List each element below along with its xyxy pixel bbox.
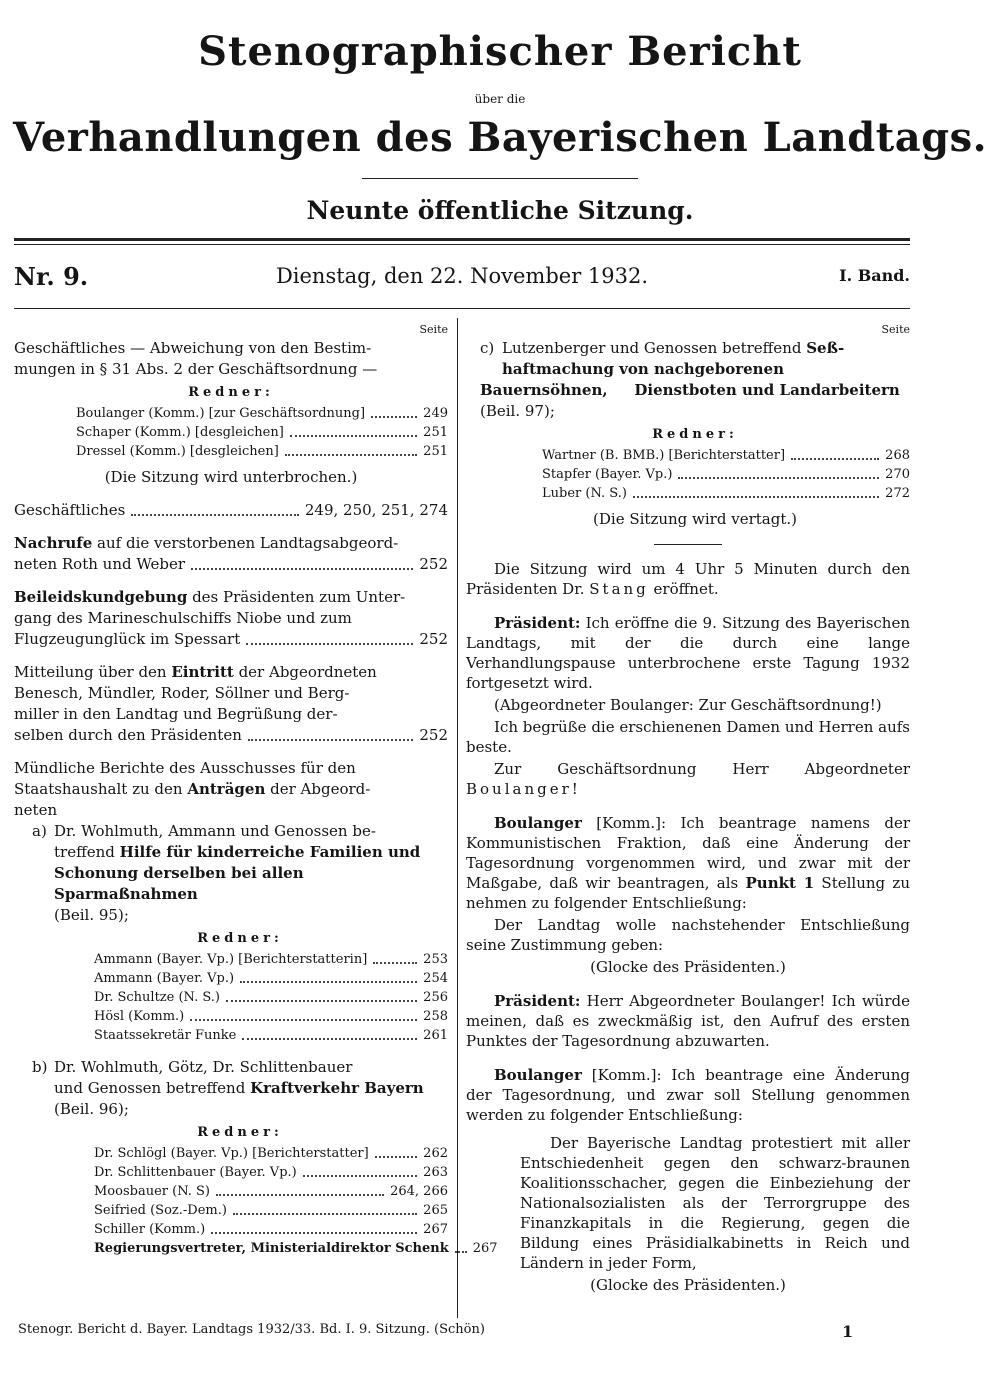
opening-paragraph: Die Sitzung wird um 4 Uhr 5 Minuten durch den Präsidenten Dr. Stang eröffnet. — [466, 560, 910, 598]
speaker-list — [32, 1144, 498, 1258]
toc-text: neten Roth und Weber — [14, 555, 186, 573]
toc-text: Mündliche Berichte des Ausschusses für den — [14, 759, 356, 777]
speaker-list — [32, 950, 448, 1045]
speaker-row — [94, 969, 448, 988]
report-title: Stenographischer Bericht — [198, 28, 802, 75]
speaker-name: Boulanger (Komm.) [zur Geschäftsordnung] — [76, 406, 366, 421]
toc-text: c) Lutzenberger und Genossen betreffend Seß- — [480, 339, 845, 357]
speaker-row — [94, 1220, 448, 1239]
speaker-label: Präsident: — [494, 992, 581, 1010]
speaker-row — [94, 1201, 448, 1220]
toc-text: und Genossen betreffend Kraftverkehr Bayern — [54, 1079, 424, 1097]
toc-entry-beileid — [14, 587, 448, 650]
section-separator — [654, 544, 722, 545]
speaker-row — [76, 423, 448, 442]
toc-entry-eintritt — [14, 662, 448, 746]
speaker-row — [94, 988, 448, 1007]
footer-citation: Stenogr. Bericht d. Bayer. Landtags 1932/33. Bd. I. 9. Sitzung. (Schön) — [18, 1322, 485, 1337]
toc-entry-berichte — [14, 758, 498, 1258]
speech-praesident-2: Präsident: Herr Abgeordneter Boulanger! Ich würde meinen, daß es zweckmäßig ist, den Aufruf des ersten Punktes der Tagesordnung abzuwarten. — [466, 992, 910, 1050]
header-rule-thin — [14, 244, 910, 245]
speaker-page: 258 — [423, 1009, 448, 1024]
session-note: (Die Sitzung wird vertagt.) — [593, 510, 797, 528]
toc-text: Mitteilung über den Eintritt der Abgeordneten — [14, 663, 377, 681]
toc-page: 249, 250, 251, 274 — [304, 501, 448, 519]
speaker-page: 253 — [423, 952, 448, 967]
toc-entry-nachrufe — [14, 533, 448, 575]
session-note: (Die Sitzung wird unterbrochen.) — [104, 468, 358, 486]
speaker-row — [542, 465, 910, 484]
speaker-page: 264, 266 — [390, 1184, 448, 1199]
toc-text: Geschäftliches — Abweichung von den Bestim- — [14, 339, 372, 357]
toc-text: Beileidskundgebung des Präsidenten zum Unter- — [14, 588, 406, 606]
speaker-row — [94, 1182, 448, 1201]
speech-boulanger-1: Boulanger [Komm.]: Ich beantrage namens der Kommunistischen Fraktion, daß eine Änderung der Tagesordnung vorgenommen wird, und zwar mit der Maßgabe, daß wir beantragen, als Punkt 1 Stellung zu nehmen zu folgender Entschließung: — [466, 814, 910, 912]
speaker-name: Hösl (Komm.) — [94, 1009, 185, 1024]
toc-text: selben durch den Präsidenten — [14, 726, 242, 744]
speaker-name: Dr. Schlittenbauer (Bayer. Vp.) — [94, 1165, 297, 1180]
bell-note: (Glocke des Präsidenten.) — [590, 1276, 786, 1294]
page-column-label: Seite — [419, 323, 448, 336]
speaker-row — [94, 1163, 448, 1182]
speaker-page: 267 — [423, 1222, 448, 1237]
issue-date: Dienstag, den 22. November 1932. — [275, 264, 649, 288]
toc-text: miller in den Landtag und Begrüßung der- — [14, 705, 338, 723]
toc-subentry-c — [480, 338, 910, 530]
speaker-name: Schaper (Komm.) [desgleichen] — [76, 425, 284, 440]
speaker-page: 261 — [423, 1028, 448, 1043]
toc-text: neten — [14, 801, 58, 819]
speaker-page: 256 — [423, 990, 448, 1005]
speech-praesident-1: Präsident: Ich eröffne die 9. Sitzung des Bayerischen Landtags, mit der die durch eine lange Verhandlungspause unterbrochene erste Tagung 1932 fortgesetzt wird. — [466, 614, 910, 692]
speaker-row — [76, 404, 448, 423]
toc-text: b) Dr. Wohlmuth, Götz, Dr. Schlittenbauer — [32, 1058, 353, 1076]
speaker-page: 268 — [885, 448, 910, 463]
speaker-name: Dr. Schlögl (Bayer. Vp.) [Berichterstatter] — [94, 1146, 369, 1161]
speaker-list — [14, 404, 448, 461]
toc-text: Flugzeugunglück im Spessart — [14, 630, 241, 648]
speaker-name: Stapfer (Bayer. Vp.) — [542, 467, 673, 482]
issue-number: Nr. 9. — [14, 262, 89, 291]
speaker-row — [94, 1239, 498, 1258]
speaker-row — [542, 446, 910, 465]
speaker-label: Boulanger — [494, 814, 582, 832]
toc-text: Dienstboten und Landarbeitern (Beil. 97); — [480, 381, 900, 420]
toc-text: a) Dr. Wohlmuth, Ammann und Genossen be- — [32, 822, 376, 840]
report-title-connector: über die — [474, 92, 526, 106]
speaker-list — [480, 446, 910, 503]
speaker-page: 254 — [423, 971, 448, 986]
speaker-name: Seifried (Soz.-Dem.) — [94, 1203, 227, 1218]
speaker-name: Luber (N. S.) — [542, 486, 627, 501]
speaker-label: Präsident: — [494, 614, 581, 632]
session-title: Neunte öffentliche Sitzung. — [306, 196, 694, 225]
speaker-name: Schiller (Komm.) — [94, 1222, 206, 1237]
toc-text: haftmachung von nachgeborenen Bauernsöhnen, — [480, 360, 784, 399]
speaker-page: 265 — [423, 1203, 448, 1218]
speech-boulanger-2: Boulanger [Komm.]: Ich beantrage eine Änderung der Tagesordnung, und zwar soll Stellung genommen werden zu folgender Entschließung: — [466, 1066, 910, 1124]
toc-text: Nachrufe auf die verstorbenen Landtagsabgeord- — [14, 534, 399, 552]
column-divider — [457, 318, 458, 1318]
redner-heading: Redner: — [197, 931, 283, 946]
toc-text: mungen in § 31 Abs. 2 der Geschäftsordnung — — [14, 360, 378, 378]
speaker-row — [94, 950, 448, 969]
speaker-name: Ammann (Bayer. Vp.) [Berichterstatterin] — [94, 952, 368, 967]
toc-text: Benesch, Mündler, Roder, Söllner und Berg- — [14, 684, 350, 702]
page-number: 1 — [842, 1322, 854, 1341]
toc-entry-geschaeftliches — [14, 500, 448, 521]
speaker-page: 272 — [885, 486, 910, 501]
toc-text: gang des Marineschulschiffs Niobe und zum — [14, 609, 352, 627]
toc-text: (Beil. 96); — [54, 1100, 129, 1118]
toc-text: Schonung derselben bei allen Sparmaßnahmen — [54, 864, 304, 903]
speaker-name: Dr. Schultze (N. S.) — [94, 990, 220, 1005]
speaker-name: Staatssekretär Funke — [94, 1028, 237, 1043]
toc-page: 252 — [419, 630, 448, 648]
speaker-name: Moosbauer (N. S) — [94, 1184, 210, 1199]
toc-page: 252 — [419, 726, 448, 744]
redner-heading: Redner: — [197, 1125, 283, 1140]
toc-subentry-a — [32, 821, 448, 1045]
toc-text: Staatshaushalt zu den Anträgen der Abgeord- — [14, 780, 371, 798]
parliament-title: Verhandlungen des Bayerischen Landtags. — [12, 114, 988, 161]
contents-column-right — [466, 322, 910, 1297]
redner-heading: Redner: — [652, 427, 738, 442]
toc-text: (Beil. 95); — [54, 906, 129, 924]
contents-column-left — [14, 322, 498, 1270]
speaker-page: 262 — [423, 1146, 448, 1161]
speaker-row — [76, 442, 448, 461]
redner-heading: Redner: — [188, 385, 274, 400]
resolution-quote: Der Bayerische Landtag protestiert mit aller Entschiedenheit gegen den schwarz-braunen Koalitionsschacher, gegen die Einbeziehung der Nationalsozialisten als der Terrorgruppe des Finanzkapitals in die Regierung, gegen die Bildung eines Präsidialkabinetts in Reich und Ländern in jeder Form, — [520, 1134, 910, 1272]
speaker-label: Boulanger — [494, 1066, 582, 1084]
toc-text: Geschäftliches — [14, 501, 126, 519]
speaker-page: 263 — [423, 1165, 448, 1180]
speaker-name: Wartner (B. BMB.) [Berichterstatter] — [542, 448, 786, 463]
speech-text: Zur Geschäftsordnung Herr Abgeordneter Boulanger! — [466, 760, 910, 798]
toc-subentry-b — [32, 1057, 498, 1258]
speaker-page: 267 — [472, 1241, 498, 1256]
speech-text: Der Landtag wolle nachstehender Entschließung seine Zustimmung geben: — [466, 916, 910, 954]
speaker-page: 251 — [423, 425, 448, 440]
speech-text: Ich begrüße die erschienenen Damen und Herren aufs beste. — [466, 718, 911, 756]
speaker-page: 249 — [423, 406, 448, 421]
issue-volume: I. Band. — [839, 266, 910, 285]
page-column-label: Seite — [881, 323, 910, 336]
title-rule — [362, 178, 638, 179]
interjection: (Abgeordneter Boulanger: Zur Geschäftsordnung!) — [494, 696, 882, 714]
speaker-row — [94, 1144, 448, 1163]
masthead-rule — [14, 308, 910, 309]
toc-text: treffend Hilfe für kinderreiche Familien und — [54, 843, 421, 861]
toc-page: 252 — [419, 555, 448, 573]
speaker-name: Dressel (Komm.) [desgleichen] — [76, 444, 279, 459]
speaker-row — [94, 1007, 448, 1026]
speaker-page: 251 — [423, 444, 448, 459]
speaker-row — [542, 484, 910, 503]
speaker-name: Regierungsvertreter, Ministerialdirektor Schenk — [94, 1241, 449, 1256]
bell-note: (Glocke des Präsidenten.) — [590, 958, 786, 976]
speaker-page: 270 — [885, 467, 910, 482]
speaker-row — [94, 1026, 448, 1045]
speaker-name: Ammann (Bayer. Vp.) — [94, 971, 235, 986]
toc-entry-geschaeftliches-abweichung — [14, 338, 448, 488]
header-rule-thick — [14, 238, 910, 241]
